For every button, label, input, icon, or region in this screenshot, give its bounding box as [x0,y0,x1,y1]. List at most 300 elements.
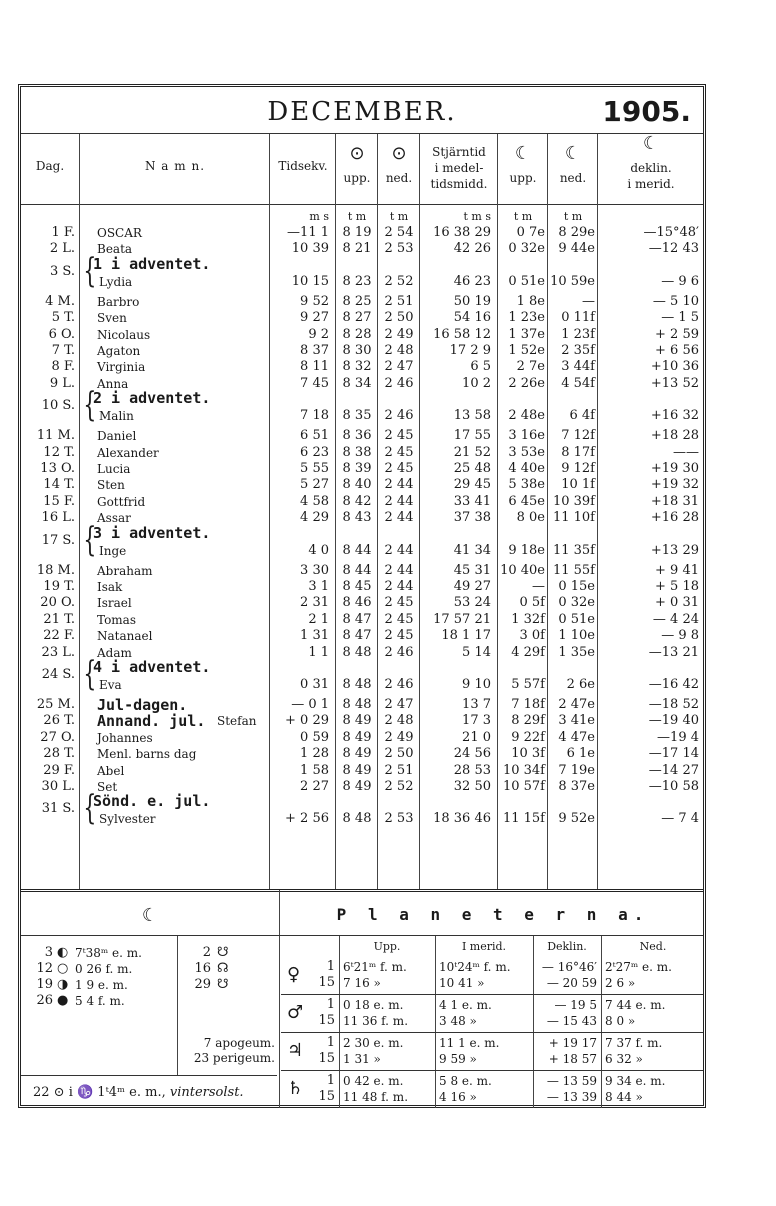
sun-down-value: 2 54 [384,225,414,240]
tidsekv-value: 4 29 [300,510,329,526]
unit-moon-down: t m [563,210,583,223]
sun-up-value: 8 49 [342,713,372,729]
col-rule [269,134,270,889]
moon-up-value: 1 8e [516,293,545,309]
planet-col-rule [533,936,534,1108]
planet-ned: 7 44 e. m. [605,998,666,1012]
planet-day: 15 [318,1089,335,1104]
planet-head-ned: Ned. [639,940,667,953]
day-name: Lucia [97,462,131,476]
tidsekv-value: 2 27 [300,779,329,794]
day-name: Menl. barns dag [97,747,197,762]
planet-decl: — 16°46′ [541,960,597,974]
planet-ned: 8 0 » [605,1014,636,1028]
col-rule [377,134,378,889]
moon-icon: ☾ [141,905,159,926]
sidereal-value: 37 38 [453,510,491,526]
phase-day: 26 [36,993,53,1008]
day-name: Isak [97,580,123,594]
moon-decl-value: —19 4 [657,729,699,745]
planet-upp: 7 16 » [343,976,381,990]
col-dag: Dag. [35,159,65,173]
col-rule [547,134,548,889]
moon-down-value: 8 29e [558,225,595,240]
phase-day: 12 [36,961,53,976]
sun-up-value: 8 49 [342,746,372,762]
planet-icon: ♄ [287,1078,304,1099]
moon-down-value: 10 39f [552,493,595,509]
moon-up-value: 10 34f [502,762,545,778]
sun-down-value: 2 48 [384,343,414,358]
phase-time: 0 26 f. m. [75,962,133,976]
day-name: Beata [97,242,133,257]
tidsekv-value: 0 59 [300,729,329,745]
planet-merid: 4 16 » [439,1090,477,1104]
planet-ned: 6 32 » [605,1052,643,1066]
moon-down-value: 10 1f [561,477,595,493]
col-moon-down: ned. [559,171,587,185]
moon-down-value: 10 59e [550,273,595,289]
col-sidereal-1: Stjärntid [432,145,486,159]
day-label: 29 F. [43,762,75,778]
sun-down-value: 2 44 [384,542,414,558]
day-name: Virginia [97,360,146,375]
planet-upp: 0 18 e. m. [343,998,404,1012]
day-name: Alexander [97,445,159,460]
moon-decl-value: —19 40 [648,713,699,729]
moon-icon: ☾ [642,133,660,154]
tidsekv-value: 7 45 [300,375,329,391]
sun-up-value: 8 19 [342,225,372,240]
sun-down-value: 2 45 [384,428,414,444]
apogee-label: 7 apogeum. [203,1036,275,1050]
tidsekv-value: 5 27 [300,477,329,493]
day-extra-name: Stefan [217,714,257,729]
day-name: Israel [97,596,132,611]
sun-up-value: 8 47 [342,611,372,627]
sidereal-value: 25 48 [453,461,491,476]
tidsekv-value: 0 31 [300,677,329,692]
planet-ned: 8 44 » [605,1090,643,1104]
day-label: 28 T. [43,746,75,762]
col-moon-decl-1: deklin. [630,161,672,175]
sidereal-value: 46 23 [453,273,491,289]
planet-merid: 5 8 e. m. [439,1074,492,1088]
sun-up-value: 8 44 [342,542,372,558]
moon-up-value: 8 29f [511,713,545,729]
tidsekv-value: —11 1 [287,225,329,240]
sidereal-value: 17 57 21 [433,611,491,627]
phase-icon: ◐ [57,945,69,960]
moon-decl-value: +16 28 [650,510,699,526]
day-label: 10 S. [41,398,75,414]
sun-icon: ⊙ [391,143,407,164]
moon-up-value: 2 26e [508,375,545,391]
sun-down-value: 2 52 [384,779,414,794]
sun-up-value: 8 39 [342,461,372,476]
sidereal-value: 33 41 [453,493,491,509]
sunday-title: 3 i adventet. [93,523,211,542]
moon-decl-value: —10 58 [648,779,699,794]
day-label: 6 O. [48,326,75,342]
sun-up-value: 8 47 [342,628,372,644]
day-name: Lydia [99,274,133,289]
planet-row-rule [281,1032,703,1033]
sun-up-value: 8 34 [342,375,372,391]
day-label: 15 F. [43,493,75,509]
col-tidsekv: Tidsekv. [278,159,328,173]
moon-decl-value: + 0 31 [655,595,699,611]
sunday-title: 2 i adventet. [93,389,211,408]
planet-merid: 3 48 » [439,1014,477,1028]
moon-up-value: 0 32e [508,241,545,257]
planets-title: P l a n e t e r n a. [336,905,650,924]
sun-up-value: 8 48 [342,644,372,660]
sun-up-value: 8 36 [342,428,372,444]
day-label: 3 S. [50,263,75,279]
sidereal-value: 10 2 [462,375,491,391]
planet-merid: 9 59 » [439,1052,477,1066]
moon-decl-value: + 5 18 [655,579,699,594]
tidsekv-value: + 0 29 [285,713,329,729]
day-label: 18 M. [36,562,75,578]
sun-up-value: 8 48 [342,697,372,712]
moon-down-value: 0 51e [558,611,595,627]
unit-tidsekv: m s [309,210,329,223]
sun-down-value: 2 45 [384,444,414,460]
moon-down-value: 4 54f [561,375,595,391]
day-name: Gottfrid [97,494,146,509]
sun-up-value: 8 43 [342,510,372,526]
sidereal-value: 29 45 [453,477,491,493]
perigee-label: 23 perigeum. [193,1051,275,1065]
col-sidereal-2: i medel- [434,161,484,175]
tidsekv-value: 6 51 [300,428,329,444]
planet-decl: + 19 17 [548,1036,597,1050]
sun-up-value: 8 28 [342,326,372,342]
sun-up-value: 8 44 [342,562,372,578]
moon-down-value: 1 23f [561,326,595,342]
tidsekv-value: 3 1 [308,579,329,594]
node-day: 2 [202,945,211,960]
sidereal-value: 41 34 [453,542,491,558]
moon-up-value: 2 48e [508,408,545,424]
phase-time: 1 9 e. m. [75,978,128,992]
sun-down-value: 2 45 [384,595,414,611]
day-name: Johannes [97,730,153,745]
day-label: 26 T. [43,713,75,729]
moon-icon: ☾ [514,143,532,164]
planet-merid: 10 41 » [439,976,485,990]
phase-day: 19 [36,977,53,992]
sidereal-value: 18 1 17 [441,628,491,644]
solstice-text: 22 ⊙ i ♑ 1ᵗ4ᵐ e. m., [33,1085,166,1100]
node-icon: ☋ [217,977,229,992]
sidereal-value: 17 55 [453,428,491,444]
moon-up-value: 9 22f [511,729,545,745]
day-label: 13 O. [40,461,75,476]
day-label: 5 T. [51,310,75,326]
planet-upp: 2 30 e. m. [343,1036,404,1050]
moon-up-value: 5 38e [508,477,545,493]
moon-up-value: 1 37e [508,326,545,342]
sun-up-value: 8 27 [342,310,372,326]
sun-down-value: 2 50 [384,746,414,762]
moon-down-value: 2 35f [561,343,595,358]
planet-upp: 0 42 e. m. [343,1074,404,1088]
planet-ned: 2 6 » [605,976,636,990]
sun-down-value: 2 44 [384,493,414,509]
table-bottom-rule [21,889,703,892]
planet-decl: + 18 57 [548,1052,597,1066]
moon-decl-value: +19 30 [650,461,699,476]
day-name: Sven [97,311,127,326]
sidereal-value: 5 14 [462,644,491,660]
moon-decl-value: — 9 8 [661,628,699,644]
phase-time: 7ᵗ38ᵐ e. m. [75,946,142,960]
planet-col-rule [435,936,436,1108]
brace-glyph: { [83,519,97,560]
planet-decl: — 15 43 [546,1014,597,1028]
planet-merid: 4 1 e. m. [439,998,492,1012]
moon-decl-value: —14 27 [648,762,699,778]
planet-icon: ♂ [287,1002,304,1023]
planet-col-rule [339,936,340,1108]
section-rule [279,890,280,1108]
unit-sun-down: t m [389,210,409,223]
planet-ned: 7 37 f. m. [605,1036,663,1050]
moon-icon: ☾ [564,143,582,164]
moon-decl-value: +10 36 [650,359,699,375]
sidereal-value: 28 53 [453,762,491,778]
sidereal-value: 17 2 9 [449,343,491,358]
sun-down-value: 2 47 [384,697,414,712]
moon-decl-value: +18 31 [650,493,699,509]
planet-decl: — 19 5 [554,998,597,1012]
day-label: 22 F. [43,628,75,644]
col-rule [335,134,336,889]
tidsekv-value: 3 30 [300,562,329,578]
sidereal-value: 9 10 [462,677,491,692]
day-label: 25 M. [36,697,75,712]
moon-down-value: 2 6e [566,677,595,692]
sun-up-value: 8 32 [342,359,372,375]
moon-up-value: 10 57f [502,779,545,794]
sun-up-value: 8 38 [342,444,372,460]
sidereal-value: 21 0 [462,729,491,745]
moon-down-value: 2 47e [558,697,595,712]
planet-decl: — 13 39 [546,1090,597,1104]
sun-icon: ⊙ [349,143,365,164]
moon-up-value: 3 0f [519,628,545,644]
moon-decl-value: +18 28 [650,428,699,444]
tidsekv-value: 8 37 [300,343,329,358]
tidsekv-value: 8 11 [300,359,329,375]
day-label: 19 T. [43,579,75,594]
moon-down-value: 7 12f [561,428,595,444]
planet-col-rule [601,936,602,1108]
sidereal-value: 50 19 [453,293,491,309]
solstice-word: vintersolst. [169,1085,244,1100]
sun-down-value: 2 44 [384,579,414,594]
moon-decl-value: +13 29 [650,542,699,558]
day-label: 30 L. [41,779,75,794]
moon-down-value: 11 10f [552,510,595,526]
day-label: 16 L. [41,510,75,526]
moon-down-value: 11 55f [552,562,595,578]
planet-head-merid: I merid. [461,940,507,953]
moon-decl-value: — 9 6 [661,273,699,289]
node-icon: ☋ [217,945,229,960]
phase-day: 3 [44,945,53,960]
planet-ned: 9 34 e. m. [605,1074,666,1088]
unit-sun-up: t m [347,210,367,223]
day-name: Set [97,780,118,794]
day-label: 11 M. [36,428,75,444]
unit-moon-up: t m [513,210,533,223]
tidsekv-value: 1 58 [300,762,329,778]
sun-down-value: 2 53 [384,811,414,827]
moon-up-value: 3 16e [508,428,545,444]
sidereal-value: 54 16 [453,310,491,326]
tidsekv-value: 9 52 [300,293,329,309]
moon-decl-value: +13 52 [650,375,699,391]
moon-up-value: 9 18e [508,542,545,558]
col-sidereal-3: tidsmidd. [430,177,488,191]
moon-up-value: 10 3f [511,746,545,762]
brace-glyph: { [83,788,97,829]
tidsekv-value: 1 31 [300,628,329,644]
moon-down-value: 8 17f [561,444,595,460]
tidsekv-value: 1 1 [308,644,329,660]
moon-down-value: 9 44e [558,241,595,257]
sidereal-value: 53 24 [453,595,491,611]
sun-up-value: 8 49 [342,779,372,794]
sun-down-value: 2 51 [384,762,414,778]
sun-down-value: 2 46 [384,677,414,692]
tidsekv-value: 10 15 [291,273,329,289]
year-title: 1905. [602,95,691,128]
tidsekv-value: 10 39 [291,241,329,257]
sunday-title: 4 i adventet. [93,658,211,676]
moon-up-value: 5 57f [511,677,545,692]
day-label: 24 S. [41,667,75,682]
tidsekv-value: 4 0 [308,542,329,558]
sunday-title: Sönd. e. jul. [93,792,211,811]
sun-up-value: 8 45 [342,579,372,594]
moon-decl-value: — 1 5 [661,310,699,326]
sun-down-value: 2 53 [384,241,414,257]
tidsekv-value: + 2 56 [285,811,329,827]
day-name: Annand. jul. [97,712,206,731]
moon-up-value: 0 7e [516,225,545,240]
day-name: Anna [97,376,129,391]
day-label: 31 S. [41,801,75,817]
moon-decl-value: — 4 24 [652,611,699,627]
moon-down-value: 0 32e [558,595,595,611]
col-namn: N a m n. [144,159,206,173]
day-name: Agaton [97,344,141,358]
colhead-rule [21,204,703,205]
planet-icon: ♀ [287,964,301,985]
day-name: Daniel [97,429,137,444]
tidsekv-value: 5 55 [300,461,329,476]
day-name: Assar [97,511,131,526]
tidsekv-value: — 0 1 [291,697,329,712]
day-label: 8 F. [51,359,75,375]
sun-down-value: 2 49 [384,326,414,342]
col-sun-up: upp. [343,171,371,185]
sun-up-value: 8 48 [342,677,372,692]
moon-down-value: 9 52e [558,811,595,827]
moon-up-value: 4 29f [511,644,545,660]
col-moon-decl-2: i merid. [627,177,675,191]
sun-down-value: 2 45 [384,611,414,627]
day-label: 2 L. [49,241,75,257]
sidereal-value: 32 50 [453,779,491,794]
node-day: 16 [194,961,211,976]
sun-up-value: 8 42 [342,493,372,509]
moon-down-value: 7 19e [558,762,595,778]
node-day: 29 [194,977,211,992]
phase-icon: ◑ [57,977,69,992]
day-name: Barbro [97,294,140,309]
moon-down-value: 11 35f [552,542,595,558]
sun-up-value: 8 30 [342,343,372,358]
sidereal-value: 21 52 [453,444,491,460]
tidsekv-value: 1 28 [300,746,329,762]
sun-down-value: 2 52 [384,273,414,289]
moon-down-value: 6 4f [569,408,595,424]
tidsekv-value: 6 23 [300,444,329,460]
moon-up-value: 10 40e [500,562,545,578]
sun-down-value: 2 47 [384,359,414,375]
moon-up-value: 11 15f [502,811,545,827]
moon-down-value: 3 44f [561,359,595,375]
day-label: 7 T. [51,343,75,358]
planet-upp: 11 48 f. m. [343,1090,409,1104]
moon-decl-value: +19 32 [650,477,699,493]
sun-up-value: 8 35 [342,408,372,424]
moon-up-value: 8 0e [516,510,545,526]
moon-decl-value: —15°48′ [643,225,699,240]
planet-icon: ♃ [287,1040,304,1061]
day-label: 1 F. [51,225,75,240]
day-name: Abel [97,763,125,778]
sidereal-value: 16 38 29 [433,225,491,240]
planet-day: 15 [318,1013,335,1028]
sidereal-value: 24 56 [453,746,491,762]
day-name: Abraham [97,563,153,578]
planet-row-rule [281,1070,703,1071]
planet-upp: 6ᵗ21ᵐ f. m. [343,960,407,974]
sun-down-value: 2 50 [384,310,414,326]
moon-up-value: 4 40e [508,461,545,476]
planet-decl: — 13 59 [546,1074,597,1088]
sidereal-value: 45 31 [453,562,491,578]
brace-glyph: { [83,385,97,426]
day-label: 12 T. [43,444,75,460]
planet-upp: 1 31 » [343,1052,381,1066]
sun-down-value: 2 45 [384,461,414,476]
planet-day: 1 [326,959,335,974]
sun-down-value: 2 46 [384,375,414,391]
solstice-note [33,1085,244,1101]
moon-down-value: 4 47e [558,729,595,745]
sun-down-value: 2 44 [384,562,414,578]
day-name: Sylvester [99,812,156,827]
moon-up-value: 1 23e [508,310,545,326]
